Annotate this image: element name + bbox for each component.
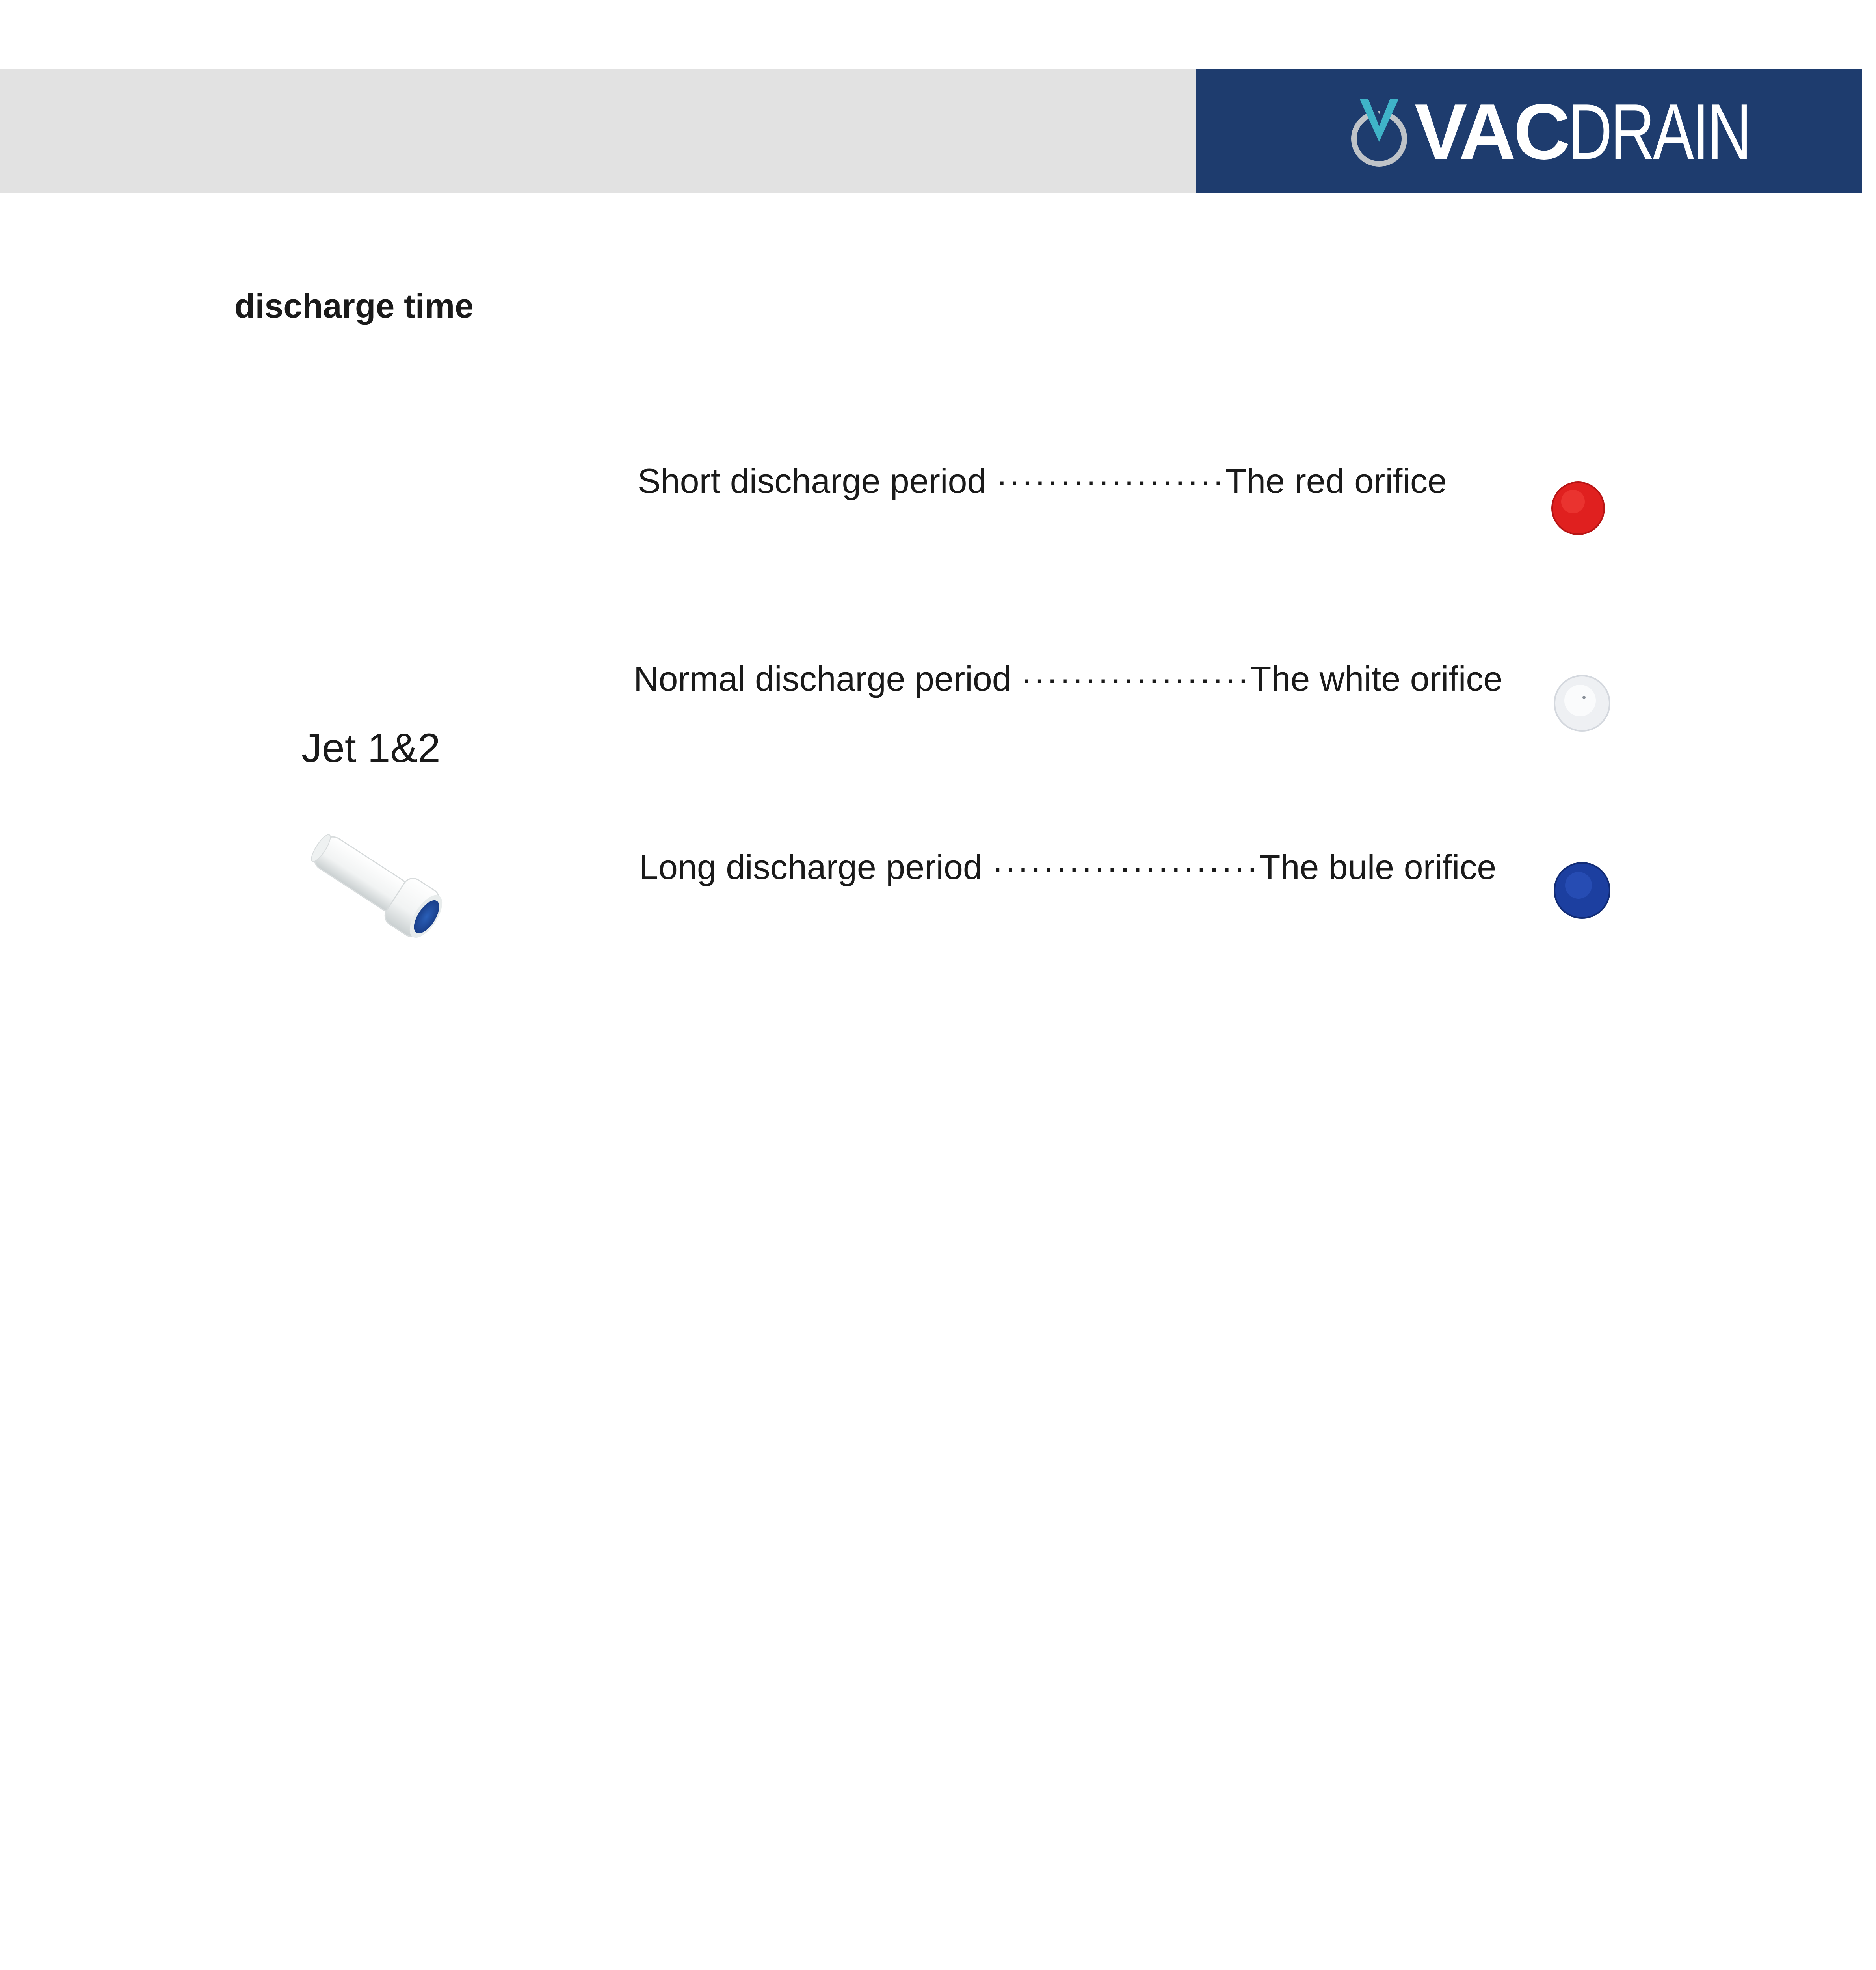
- vacdrain-logo-icon: [1348, 95, 1411, 169]
- white-orifice-image: [1552, 674, 1612, 733]
- discharge-row-normal: [634, 659, 1502, 699]
- orifice-label: The white orifice: [1250, 659, 1503, 698]
- orifice-label: The bule orifice: [1259, 847, 1497, 886]
- red-orifice-image: [1549, 479, 1608, 538]
- logo-text-vac: VAC: [1415, 88, 1568, 176]
- header-band-grey: [0, 69, 1196, 193]
- section-title: discharge time: [234, 287, 474, 325]
- vacdrain-logo: [1348, 88, 1802, 176]
- product-label: Jet 1&2: [301, 725, 441, 771]
- logo-wordmark: [1415, 88, 1802, 176]
- orifice-label: The red orifice: [1225, 461, 1447, 500]
- jet-nozzle-image: [292, 812, 461, 961]
- period-label: Short discharge period: [638, 461, 987, 500]
- discharge-row-long: [639, 847, 1496, 887]
- dot-leader: ··················: [1021, 659, 1250, 698]
- logo-text-drain: DRAIN: [1568, 88, 1750, 176]
- period-label: Long discharge period: [639, 847, 982, 886]
- discharge-row-short: [638, 461, 1447, 501]
- period-label: Normal discharge period: [634, 659, 1011, 698]
- dot-leader: ··················: [996, 461, 1225, 500]
- blue-orifice-image: [1552, 861, 1612, 920]
- dot-leader: ·····················: [992, 847, 1259, 886]
